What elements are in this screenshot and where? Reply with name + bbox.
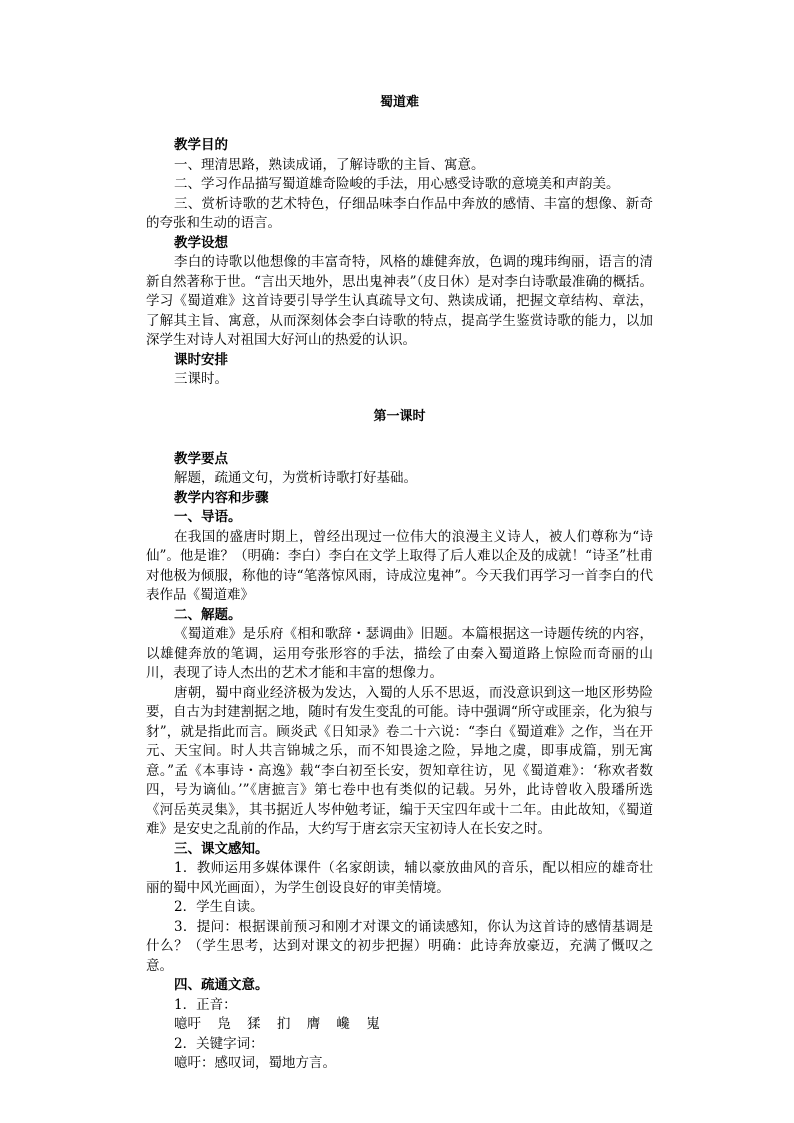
points-text: 解题，疏通文句，为赏析诗歌打好基础。 bbox=[174, 470, 417, 486]
explain-paragraph-1: 《蜀道难》是乐府《相和歌辞・瑟调曲》旧题。本篇根据这一诗题传统的内容，以雄健奔放的笔调，运用夸张形容的手法，描绘了由秦入蜀道路上惊险而奇丽的山川，表现了诗人杰出的艺术才能和丰富的想像力。 bbox=[146, 626, 653, 681]
pron-char: 凫 bbox=[217, 1016, 231, 1032]
perceive-item-3: 3．提问：根据课前预习和刚才对课文的诵读感知，你认为这首诗的感情基调是什么？（学生思考，达到对课文的初步把握）明确：此诗奔放豪迈，充满了慨叹之意。 bbox=[146, 918, 653, 974]
heading-text: 四、疏通文意。 bbox=[174, 977, 269, 993]
document-page bbox=[146, 94, 653, 1074]
lesson-title: 第一课时 bbox=[373, 408, 426, 424]
heading-goals: 教学目的 bbox=[174, 137, 228, 153]
pron-chars-line bbox=[146, 1015, 653, 1035]
pron-char: 噫吁 bbox=[174, 1016, 201, 1032]
document-title: 蜀道难 bbox=[379, 95, 419, 110]
perceive-item-1: 1．教师运用多媒体课件（名家朗读，辅以豪放曲风的音乐，配以相应的雄奇壮丽的蜀中风光画面），为学生创设良好的审美情境。 bbox=[146, 860, 653, 896]
pron-char: 嵬 bbox=[366, 1016, 380, 1032]
design-paragraph: 李白的诗歌以他想像的丰富奇特，风格的雄健奔放，色调的瑰玮绚丽，语言的清新自然著称于世。“言出天地外，思出鬼神表”（皮日休）是对李白诗歌最准确的概括。学习《蜀道难》这首诗要引导学生认真疏导文句、熟读成诵，把握文章结构、章法，了解其主旨、寓意，从而深刻体会李白诗歌的特点，提高学生鉴赏诗歌的能力，以加深学生对诗人对祖国大好河山的热爱的认识。 bbox=[146, 254, 653, 348]
heading-intro: 一、导语。 bbox=[174, 509, 242, 525]
heading-points: 教学要点 bbox=[174, 450, 228, 467]
goal-item-3: 三、赏析诗歌的艺术特色，仔细品味李白作品中奔放的感情、丰富的想像、新奇的夸张和生动的语言。 bbox=[146, 195, 653, 231]
pron-label: 1．正音： bbox=[174, 996, 237, 1013]
heading-steps: 教学内容和步骤 bbox=[174, 489, 269, 506]
heading-explain: 二、解题。 bbox=[174, 606, 242, 623]
pron-char: 巉 bbox=[336, 1016, 350, 1032]
pron-char: 扪 bbox=[276, 1016, 291, 1032]
perceive-item-2: 2．学生自读。 bbox=[174, 899, 264, 915]
schedule-text: 三课时。 bbox=[174, 371, 228, 387]
explain-paragraph-2: 唐朝，蜀中商业经济极为发达，入蜀的人乐不思返，而没意识到这一地区形势险要，自古为封建割据之地，随时有发生变乱的可能。诗中强调“所守或匪亲，化为狼与豺”，就是指此而言。顾炎武《日知录》卷二十六说：“李白《蜀道难》之作，当在开元、天宝间。时人共言锦城之乐，而不知畏途之险，异地之虞，即事成篇，别无寓意。”孟《本事诗・高逸》载“李白初至长安，贺知章往访，见《蜀道难》：‘称欢者数四，号为谪仙。’”《唐摭言》第七卷中也有类似的记载。另外，此诗曾收入殷璠所选《河岳英灵集》，其书据近人岑仲勉考证，编于天宝四年或十二年。由此故知，《蜀道难》是安史之乱前的作品，大约写于唐玄宗天宝初诗人在长安之时。 bbox=[146, 684, 653, 837]
heading-design: 教学设想 bbox=[174, 234, 228, 251]
key-item: 噫吁：感叹词，蜀地方言。 bbox=[174, 1055, 336, 1071]
pron-char: 猱 bbox=[247, 1016, 261, 1032]
key-label: 2．关键字词： bbox=[174, 1035, 264, 1052]
goal-item-1: 一、理清思路，熟读成诵，了解诗歌的主旨、寓意。 bbox=[174, 156, 485, 173]
heading-perceive: 三、课文感知。 bbox=[174, 840, 269, 857]
heading-schedule: 课时安排 bbox=[174, 351, 228, 368]
pron-char: 膺 bbox=[306, 1016, 321, 1032]
intro-paragraph: 在我国的盛唐时期上，曾经出现过一位伟大的浪漫主义诗人，被人们尊称为“诗仙”。他是谁？（明确：李白）李白在文学上取得了后人难以企及的成就！“诗圣”杜甫对他极为倾服，称他的诗“笔落惊风雨，诗成泣鬼神”。今天我们再学习一首李白的代表作品《蜀道难》 bbox=[146, 528, 653, 603]
goal-item-2: 二、学习作品描写蜀道雄奇险峻的手法，用心感受诗歌的意境美和声韵美。 bbox=[174, 176, 620, 192]
